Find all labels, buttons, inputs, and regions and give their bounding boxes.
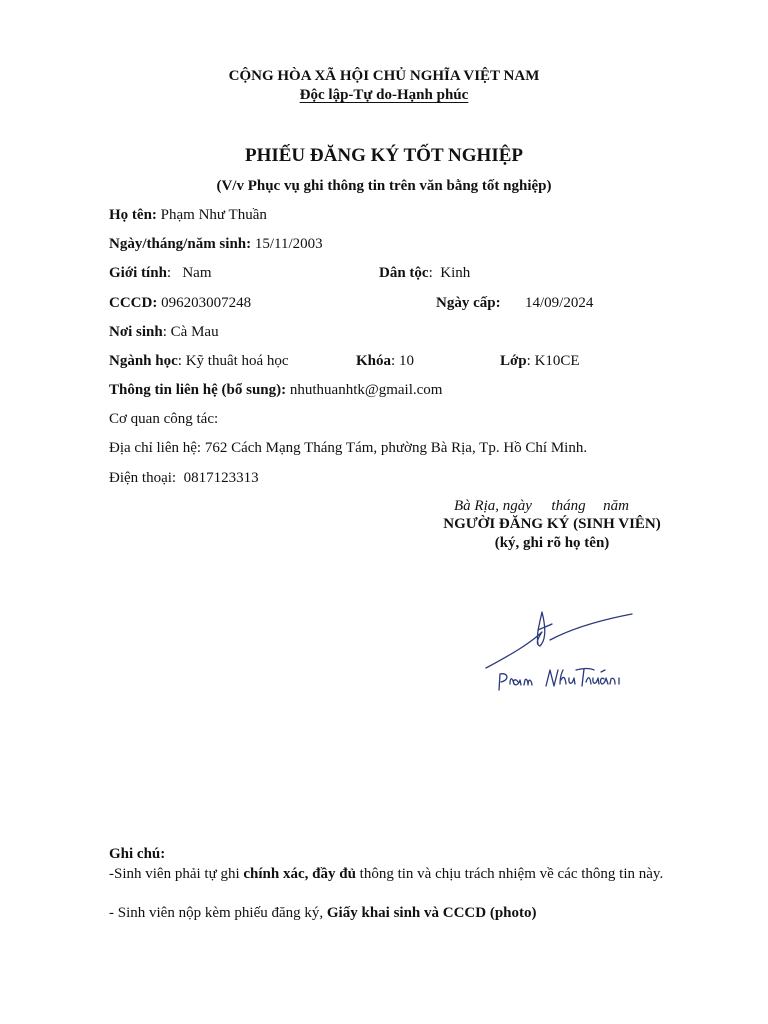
phone-row: [109, 470, 259, 487]
contact-value: nhuthuanhtk@gmail.com: [289, 382, 443, 398]
dob-value: 15/11/2003: [254, 236, 323, 252]
contact-label: Thông tin liên hệ (bổ sung):: [109, 382, 287, 398]
major-label: Ngành học: [109, 353, 178, 369]
address-value: 762 Cách Mạng Tháng Tám, phường Bà Rịa, Tp. Hồ Chí Minh.: [204, 440, 588, 456]
note-line-2: [109, 904, 695, 923]
workplace-row: [109, 411, 218, 428]
course-value: 10: [398, 353, 414, 369]
name-row: [109, 207, 267, 224]
dob-row: [109, 236, 323, 253]
ethnicity-label: Dân tộc: [379, 265, 429, 281]
note-2-prefix: - Sinh viên nộp kèm phiếu đăng ký,: [109, 905, 327, 921]
issue-date-row: [436, 295, 501, 312]
page-title: PHIẾU ĐĂNG KÝ TỐT NGHIỆP: [244, 145, 523, 166]
cccd-label: CCCD:: [109, 295, 158, 311]
note-2-emphasis: Giấy khai sinh và CCCD (photo): [326, 905, 537, 921]
major-row: Ngành học: Kỹ thuât hoá học: [109, 353, 289, 369]
class-row: Lớp: K10CE: [500, 353, 580, 369]
birthplace-label: Nơi sinh: [109, 324, 163, 340]
signer-title: NGƯỜI ĐĂNG KÝ (SINH VIÊN): [443, 516, 661, 532]
workplace-label: Cơ quan công tác:: [109, 411, 219, 427]
ethnicity-value: Kinh: [440, 265, 471, 281]
birthplace-row: Nơi sinh: Cà Mau: [109, 324, 219, 340]
note-1-suffix: thông tin và chịu trách nhiệm về các thông tin này.: [355, 866, 664, 882]
course-row: Khóa: 10: [356, 353, 414, 369]
address-label: Địa chỉ liên hệ:: [109, 440, 202, 456]
signer-instruction: (ký, ghi rõ họ tên): [494, 535, 610, 551]
motto: [0, 87, 768, 104]
page-subtitle: (V/v Phục vụ ghi thông tin trên văn bằng tốt nghiệp): [216, 178, 552, 194]
class-label: Lớp: [500, 353, 527, 369]
notes-heading: Ghi chú:: [109, 846, 166, 862]
name-label: Họ tên:: [109, 207, 157, 223]
note-line-1: [109, 865, 695, 884]
note-1-prefix: -Sinh viên phải tự ghi: [109, 866, 244, 882]
ethnicity-row: Dân tộc: Kinh: [379, 265, 471, 281]
birthplace-value: Cà Mau: [170, 324, 219, 340]
month-label: tháng: [551, 498, 586, 514]
place-date: Bà Rịa, ngày: [454, 498, 532, 514]
gender-label: Giới tính: [109, 265, 167, 281]
contact-row: [109, 382, 442, 399]
cccd-value: 096203007248: [161, 295, 252, 311]
phone-value: 0817123313: [183, 470, 259, 486]
cccd-row: [109, 295, 251, 312]
class-value: K10CE: [534, 353, 580, 369]
signature-image: [480, 600, 640, 700]
phone-label: Điện thoại:: [109, 470, 177, 486]
gender-value: Nam: [182, 265, 212, 281]
year-label: năm: [603, 498, 629, 514]
motto-text: Độc lập-Tự do-Hạnh phúc: [299, 87, 469, 103]
major-value: Kỹ thuât hoá học: [185, 353, 289, 369]
name-value: Phạm Như Thuần: [160, 207, 267, 223]
gender-row: Giới tính: Nam: [109, 265, 212, 281]
issue-date-label: Ngày cấp:: [436, 295, 501, 311]
course-label: Khóa: [356, 353, 392, 369]
dob-label: Ngày/tháng/năm sinh:: [109, 236, 252, 252]
place-date-line: [454, 498, 629, 515]
issue-date-value: 14/09/2024: [525, 295, 594, 311]
note-1-emphasis: chính xác, đầy đủ: [243, 866, 356, 882]
address-row: [109, 440, 587, 457]
republic-heading: CỘNG HÒA XÃ HỘI CHỦ NGHĨA VIỆT NAM: [228, 68, 540, 84]
